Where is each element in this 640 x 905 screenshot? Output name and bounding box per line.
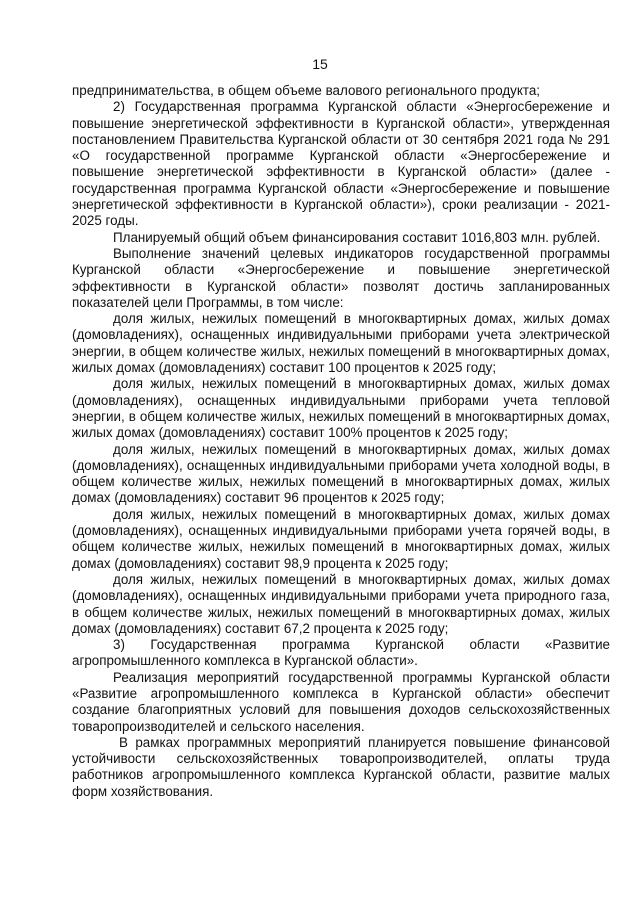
- paragraph-indicator-cold-water: доля жилых, нежилых помещений в многоквартирных домах, жилых домах (домовладениях), оснащенных индивидуальными приборами учета холодной воды, в общем количестве жилых, нежилых помещений в многоквартирных домах, жилых домах (домовладениях) составит 96 процентов к 2025 году;: [72, 441, 610, 506]
- document-body: [72, 83, 610, 800]
- page-number: 15: [312, 56, 328, 72]
- paragraph-indicators: Выполнение значений целевых индикаторов государственной программы Курганской области «Энергосбережение и повышение энергетической эффективности в Курганской области» позволят достичь запланированных показателей цели Программы, в том числе:: [72, 245, 610, 310]
- paragraph-financing: Планируемый общий объем финансирования составит 1016,803 млн. рублей.: [113, 229, 601, 245]
- paragraph-indicator-hot-water: доля жилых, нежилых помещений в многоквартирных домах, жилых домах (домовладениях), оснащенных индивидуальными приборами учета горячей воды, в общем количестве жилых, нежилых помещений в многоквартирных домах, жилых домах (домовладениях) составит 98,9 процента к 2025 году;: [72, 506, 610, 571]
- paragraph-agro-program: 3) Государственная программа Курганской области «Развитие агропромышленного комплекса в Курганской области».: [72, 637, 610, 669]
- paragraph-continuation: предпринимательства, в общем объеме валового регионального продукта;: [72, 83, 541, 98]
- paragraph-agro-measures: В рамках программных мероприятий планируется повышение финансовой устойчивости сельскохозяйственных товаропроизводителей, оплаты труда работников агропромышленного комплекса Курганской области, развитие малых форм хозяйствования.: [72, 734, 610, 799]
- paragraph-energy-program: 2) Государственная программа Курганской области «Энергосбережение и повышение энергетической эффективности в Курганской области», утвержденная постановлением Правительства Курганской области от 30 сентября 2021 года № 291 «О государственной программе Курганской области «Энергосбережение и повышение энергетической эффективности в Курганской области» (далее - государственная программа Курганской области «Энергосбережение и повышение энергетической эффективности в Курганской области»), сроки реализации - 2021-2025 годы.: [72, 99, 610, 229]
- paragraph-indicator-electric: доля жилых, нежилых помещений в многоквартирных домах, жилых домах (домовладениях), оснащенных индивидуальными приборами учета электрической энергии, в общем количестве жилых, нежилых помещений в многоквартирных домах, жилых домах (домовладениях) составит 100 процентов к 2025 году;: [72, 311, 610, 376]
- paragraph-agro-implementation: Реализация мероприятий государственной программы Курганской области «Развитие агропромышленного комплекса в Курганской области» обеспечит создание благоприятных условий для повышения доходов сельскохозяйственных товаропроизводителей и сельского населения.: [72, 669, 610, 734]
- paragraph-indicator-heat: доля жилых, нежилых помещений в многоквартирных домах, жилых домах (домовладениях), оснащенных индивидуальными приборами учета тепловой энергии, в общем количестве жилых, нежилых помещений в многоквартирных домах, жилых домах (домовладениях) составит 100% процентов к 2025 году;: [72, 376, 610, 441]
- paragraph-indicator-gas: доля жилых, нежилых помещений в многоквартирных домах, жилых домах (домовладениях), оснащенных индивидуальными приборами учета природного газа, в общем количестве жилых, нежилых помещений в многоквартирных домах, жилых домах (домовладениях) составит 67,2 процента к 2025 году;: [72, 571, 610, 636]
